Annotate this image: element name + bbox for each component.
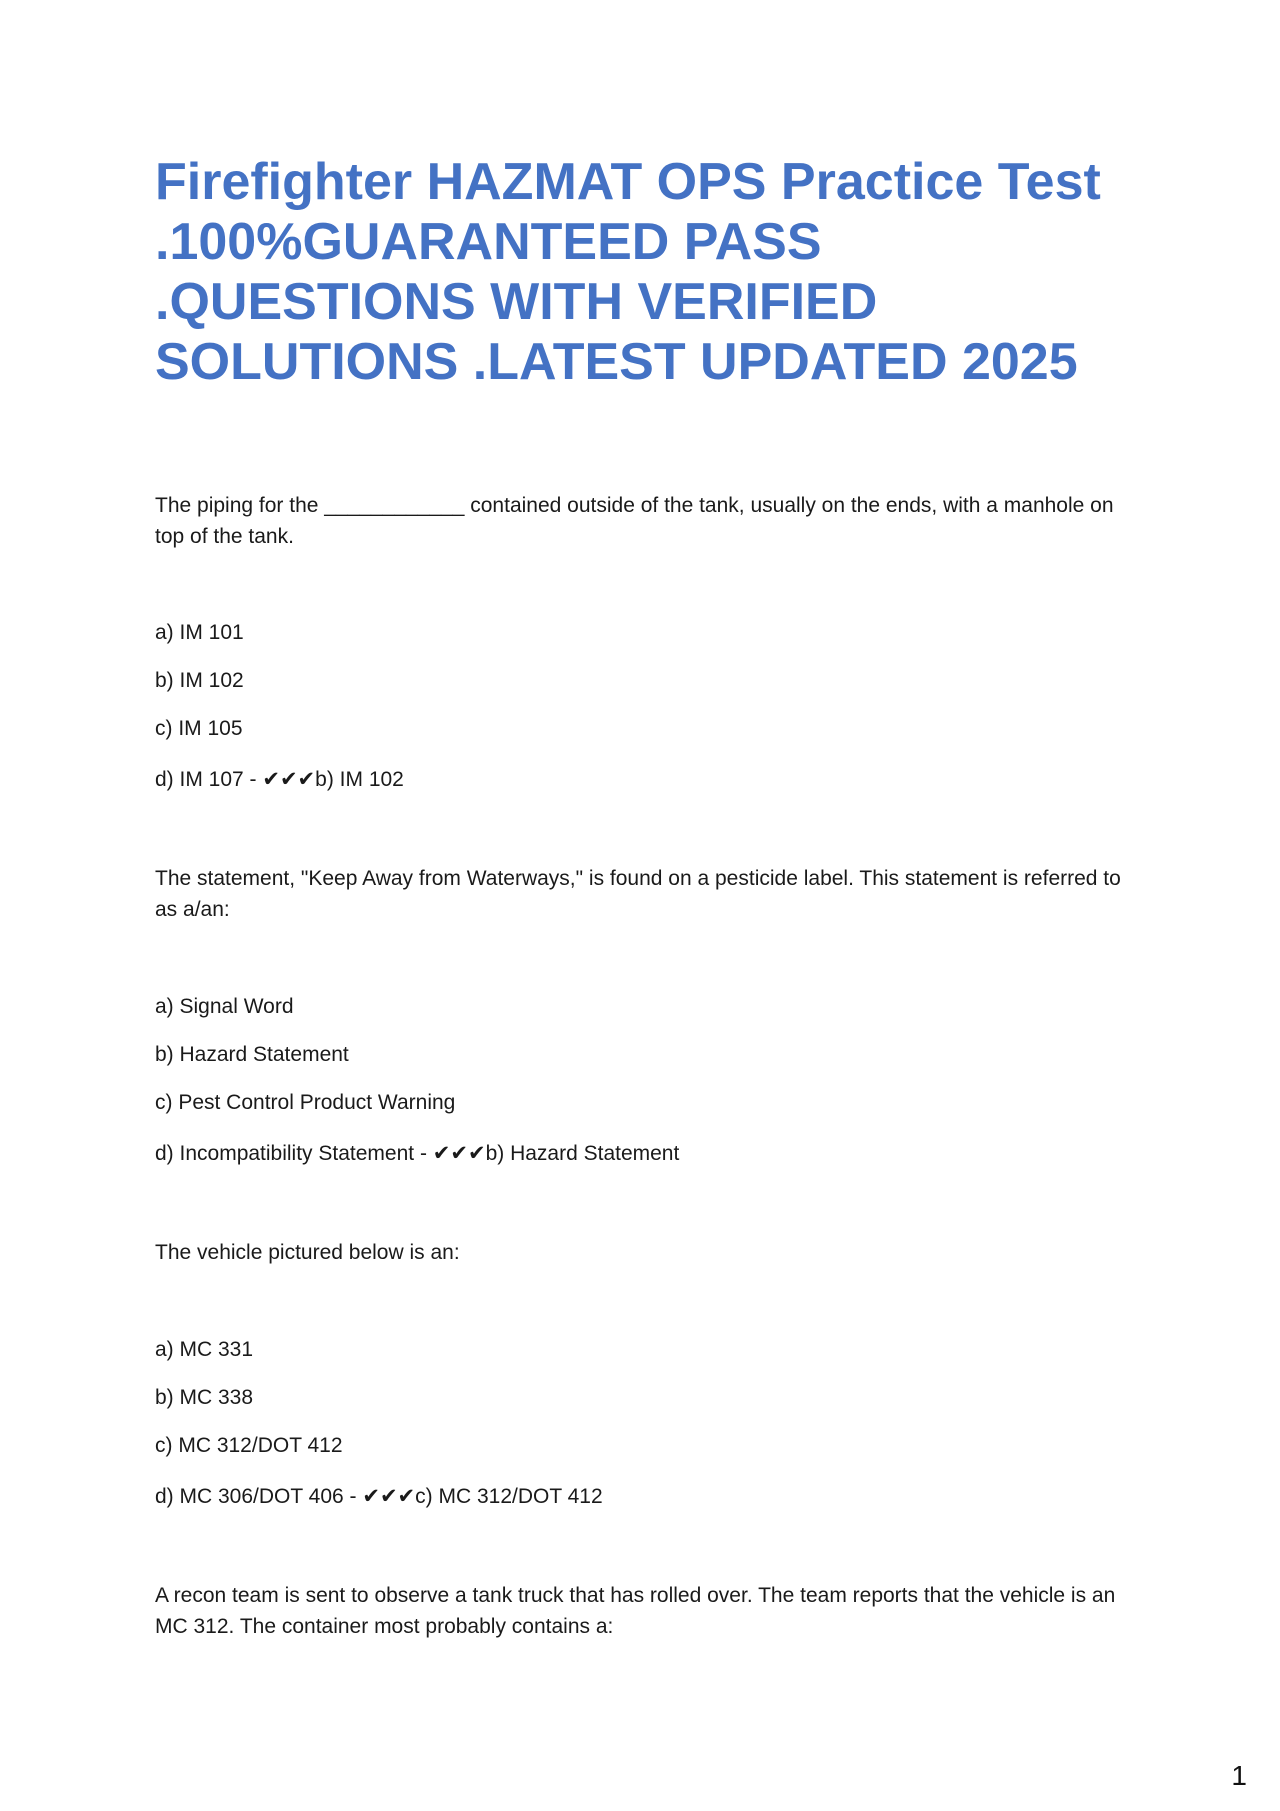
title-line: SOLUTIONS .LATEST UPDATED 2025 [155,333,1078,391]
question-2-text: The statement, "Keep Away from Waterways," is found on a pesticide label. This statement is referred to as a/an: [155,867,1121,921]
question-1-option-a: a) IM 101 [155,621,244,644]
question-3-option-c: c) MC 312/DOT 412 [155,1434,343,1457]
question-1-option-d-answer: d) IM 107 - ✔✔✔b) IM 102 [155,768,404,791]
question-3-text: The vehicle pictured below is an: [155,1241,460,1264]
question-1-option-c: c) IM 105 [155,717,243,740]
question-2-option-d-answer: d) Incompatibility Statement - ✔✔✔b) Hazard Statement [155,1142,680,1165]
question-3-option-d-answer: d) MC 306/DOT 406 - ✔✔✔c) MC 312/DOT 412 [155,1485,603,1508]
question-2-option-b: b) Hazard Statement [155,1043,349,1066]
page-number: 1 [1231,1760,1247,1791]
title-line: .QUESTIONS WITH VERIFIED [155,273,878,331]
title-line: .100%GUARANTEED PASS [155,213,822,271]
question-3-option-a: a) MC 331 [155,1338,254,1361]
question-1-option-b: b) IM 102 [155,669,244,692]
question-3-option-b: b) MC 338 [155,1386,254,1409]
question-1-text: The piping for the ____________ contained outside of the tank, usually on the ends, with a manhole on top of the tank. [155,494,1114,548]
question-2-option-a: a) Signal Word [155,995,294,1018]
document-title [155,152,1135,392]
title-line: Firefighter HAZMAT OPS Practice Test [155,153,1101,211]
question-4-text: A recon team is sent to observe a tank truck that has rolled over. The team reports that the vehicle is an MC 312. The container most probably contains a: [155,1584,1116,1638]
question-2-option-c: c) Pest Control Product Warning [155,1091,456,1114]
